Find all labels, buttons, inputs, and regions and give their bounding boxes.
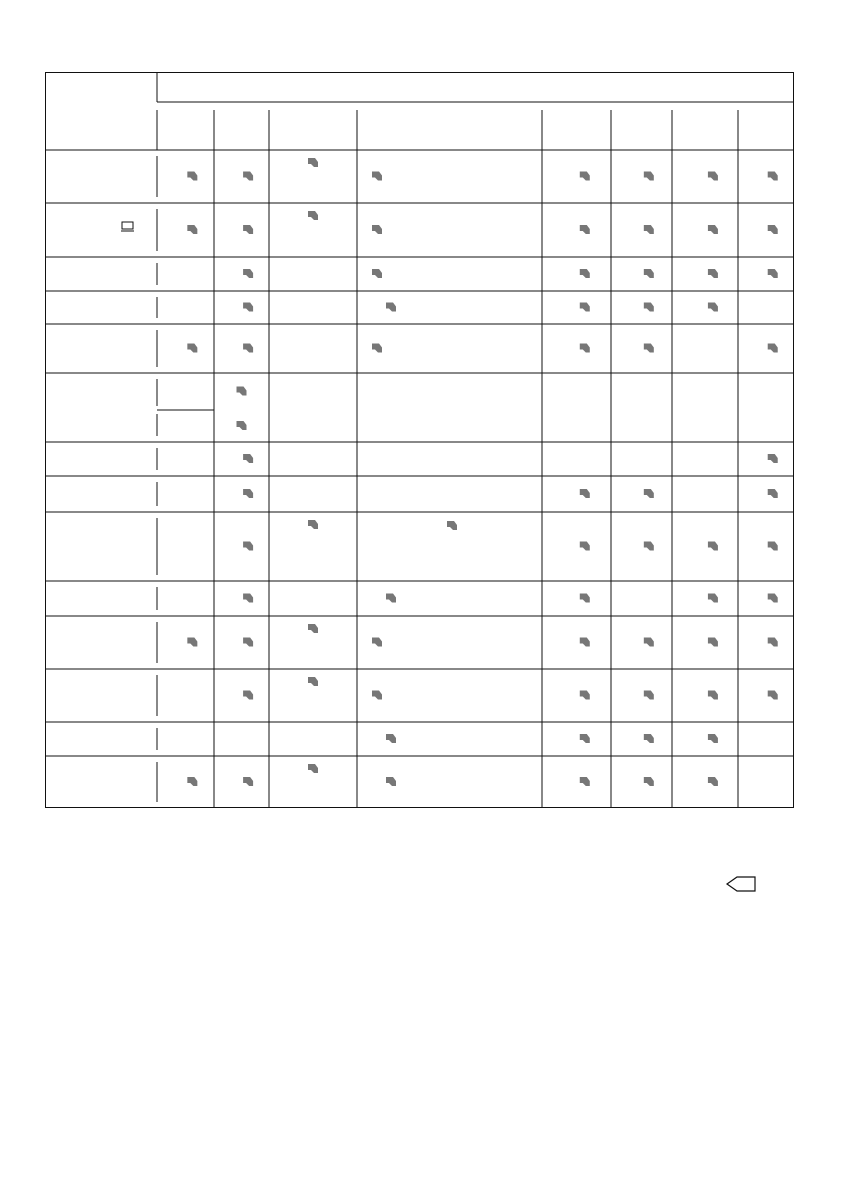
check-mark-icon bbox=[243, 454, 253, 463]
check-mark-icon bbox=[308, 520, 318, 529]
check-mark-icon bbox=[372, 691, 382, 700]
check-mark-icon bbox=[243, 777, 253, 786]
check-mark-shape bbox=[386, 734, 396, 743]
check-mark-shape bbox=[768, 489, 778, 498]
check-mark-icon bbox=[447, 521, 457, 530]
check-mark-icon bbox=[308, 764, 318, 773]
check-mark-shape bbox=[644, 303, 654, 312]
check-mark-icon bbox=[644, 777, 654, 786]
check-mark-icon bbox=[644, 225, 654, 234]
check-mark-icon bbox=[708, 303, 718, 312]
check-mark-icon bbox=[308, 624, 318, 633]
check-mark-shape bbox=[580, 638, 590, 647]
check-mark-shape bbox=[708, 303, 718, 312]
check-mark-shape bbox=[708, 269, 718, 278]
check-mark-icon bbox=[768, 172, 778, 181]
check-mark-shape bbox=[243, 344, 253, 353]
check-mark-icon bbox=[580, 489, 590, 498]
check-mark-icon bbox=[308, 677, 318, 686]
check-mark-shape bbox=[372, 172, 382, 181]
check-mark-shape bbox=[644, 489, 654, 498]
check-mark-icon bbox=[372, 638, 382, 647]
check-mark-shape bbox=[768, 225, 778, 234]
check-mark-icon bbox=[237, 387, 247, 396]
check-mark-icon bbox=[372, 269, 382, 278]
check-mark-icon bbox=[644, 691, 654, 700]
check-mark-icon bbox=[308, 158, 318, 167]
check-mark-icon bbox=[580, 777, 590, 786]
check-mark-icon bbox=[768, 344, 778, 353]
check-mark-shape bbox=[372, 691, 382, 700]
check-mark-icon bbox=[768, 594, 778, 603]
check-mark-shape bbox=[644, 225, 654, 234]
check-mark-shape bbox=[187, 172, 197, 181]
check-mark-icon bbox=[708, 777, 718, 786]
check-mark-shape bbox=[308, 158, 318, 167]
check-mark-shape bbox=[580, 269, 590, 278]
check-mark-icon bbox=[768, 269, 778, 278]
check-mark-icon bbox=[644, 344, 654, 353]
check-mark-icon bbox=[708, 638, 718, 647]
check-mark-icon bbox=[243, 269, 253, 278]
check-mark-icon bbox=[243, 638, 253, 647]
check-mark-icon bbox=[708, 542, 718, 551]
check-mark-icon bbox=[708, 225, 718, 234]
check-mark-shape bbox=[372, 638, 382, 647]
check-mark-icon bbox=[243, 225, 253, 234]
check-mark-icon bbox=[768, 489, 778, 498]
check-mark-icon bbox=[644, 734, 654, 743]
check-mark-icon bbox=[708, 691, 718, 700]
check-mark-icon bbox=[243, 542, 253, 551]
check-mark-shape bbox=[372, 344, 382, 353]
check-mark-icon bbox=[187, 172, 197, 181]
check-mark-icon bbox=[187, 344, 197, 353]
check-mark-shape bbox=[768, 269, 778, 278]
check-mark-shape bbox=[243, 489, 253, 498]
check-mark-icon bbox=[580, 344, 590, 353]
check-mark-shape bbox=[386, 594, 396, 603]
check-mark-shape bbox=[237, 387, 247, 396]
check-mark-icon bbox=[386, 594, 396, 603]
check-mark-icon bbox=[187, 777, 197, 786]
check-mark-icon bbox=[243, 691, 253, 700]
check-mark-shape bbox=[708, 172, 718, 181]
check-mark-icon bbox=[768, 638, 778, 647]
check-mark-icon bbox=[708, 269, 718, 278]
check-mark-shape bbox=[708, 638, 718, 647]
check-mark-icon bbox=[243, 489, 253, 498]
check-mark-icon bbox=[243, 594, 253, 603]
check-mark-shape bbox=[580, 594, 590, 603]
check-mark-shape bbox=[386, 303, 396, 312]
check-mark-shape bbox=[644, 734, 654, 743]
check-mark-icon bbox=[580, 691, 590, 700]
check-mark-shape bbox=[580, 172, 590, 181]
check-mark-shape bbox=[308, 211, 318, 220]
check-mark-shape bbox=[243, 172, 253, 181]
check-mark-shape bbox=[243, 542, 253, 551]
check-mark-shape bbox=[708, 777, 718, 786]
check-mark-icon bbox=[768, 542, 778, 551]
check-mark-shape bbox=[768, 594, 778, 603]
check-mark-shape bbox=[308, 677, 318, 686]
check-mark-shape bbox=[768, 638, 778, 647]
check-mark-shape bbox=[372, 225, 382, 234]
check-mark-icon bbox=[708, 734, 718, 743]
check-mark-shape bbox=[243, 303, 253, 312]
check-mark-shape bbox=[447, 521, 457, 530]
check-mark-icon bbox=[644, 172, 654, 181]
check-mark-icon bbox=[308, 211, 318, 220]
check-mark-shape bbox=[243, 777, 253, 786]
tag-outline-icon bbox=[727, 877, 755, 891]
check-mark-shape bbox=[580, 777, 590, 786]
check-mark-icon bbox=[580, 269, 590, 278]
check-mark-icon bbox=[580, 734, 590, 743]
check-mark-icon bbox=[237, 421, 247, 430]
check-mark-shape bbox=[644, 542, 654, 551]
check-mark-icon bbox=[187, 638, 197, 647]
check-mark-shape bbox=[708, 225, 718, 234]
check-mark-icon bbox=[644, 303, 654, 312]
check-mark-icon bbox=[644, 269, 654, 278]
check-mark-icon bbox=[580, 638, 590, 647]
check-mark-shape bbox=[243, 269, 253, 278]
check-mark-shape bbox=[580, 734, 590, 743]
check-mark-icon bbox=[644, 542, 654, 551]
check-mark-shape bbox=[708, 734, 718, 743]
check-mark-shape bbox=[187, 638, 197, 647]
check-mark-icon bbox=[768, 691, 778, 700]
check-mark-shape bbox=[187, 225, 197, 234]
check-mark-shape bbox=[243, 454, 253, 463]
check-mark-shape bbox=[644, 638, 654, 647]
check-mark-shape bbox=[768, 542, 778, 551]
check-mark-icon bbox=[386, 303, 396, 312]
check-mark-shape bbox=[580, 225, 590, 234]
check-mark-icon bbox=[372, 344, 382, 353]
check-mark-shape bbox=[580, 303, 590, 312]
check-mark-icon bbox=[580, 542, 590, 551]
check-mark-shape bbox=[768, 691, 778, 700]
check-mark-shape bbox=[768, 172, 778, 181]
check-mark-icon bbox=[768, 225, 778, 234]
check-mark-icon bbox=[386, 734, 396, 743]
check-mark-icon bbox=[372, 225, 382, 234]
check-mark-icon bbox=[243, 172, 253, 181]
check-mark-icon bbox=[580, 172, 590, 181]
small-screen-icon bbox=[122, 222, 133, 229]
check-mark-shape bbox=[187, 344, 197, 353]
check-mark-shape bbox=[768, 344, 778, 353]
check-mark-shape bbox=[644, 172, 654, 181]
check-mark-shape bbox=[243, 691, 253, 700]
check-mark-icon bbox=[580, 594, 590, 603]
check-mark-shape bbox=[243, 638, 253, 647]
check-mark-shape bbox=[308, 624, 318, 633]
check-mark-shape bbox=[644, 777, 654, 786]
check-mark-shape bbox=[580, 691, 590, 700]
check-mark-shape bbox=[243, 594, 253, 603]
check-mark-icon bbox=[580, 303, 590, 312]
check-mark-icon bbox=[708, 594, 718, 603]
check-mark-shape bbox=[708, 691, 718, 700]
check-mark-shape bbox=[372, 269, 382, 278]
table-border bbox=[46, 73, 794, 808]
check-mark-shape bbox=[187, 777, 197, 786]
check-mark-icon bbox=[386, 777, 396, 786]
check-mark-shape bbox=[644, 344, 654, 353]
check-mark-icon bbox=[768, 454, 778, 463]
check-mark-shape bbox=[308, 520, 318, 529]
check-mark-icon bbox=[644, 489, 654, 498]
check-mark-icon bbox=[580, 225, 590, 234]
check-mark-icon bbox=[708, 172, 718, 181]
check-mark-icon bbox=[372, 172, 382, 181]
check-mark-shape bbox=[708, 542, 718, 551]
check-mark-icon bbox=[243, 344, 253, 353]
check-mark-shape bbox=[308, 764, 318, 773]
check-mark-shape bbox=[386, 777, 396, 786]
check-mark-shape bbox=[708, 594, 718, 603]
check-mark-icon bbox=[187, 225, 197, 234]
check-mark-shape bbox=[768, 454, 778, 463]
check-mark-shape bbox=[580, 542, 590, 551]
check-mark-shape bbox=[644, 269, 654, 278]
check-mark-icon bbox=[243, 303, 253, 312]
check-mark-shape bbox=[243, 225, 253, 234]
check-mark-icon bbox=[644, 638, 654, 647]
check-mark-shape bbox=[580, 489, 590, 498]
check-mark-shape bbox=[237, 421, 247, 430]
check-mark-shape bbox=[644, 691, 654, 700]
check-mark-shape bbox=[580, 344, 590, 353]
